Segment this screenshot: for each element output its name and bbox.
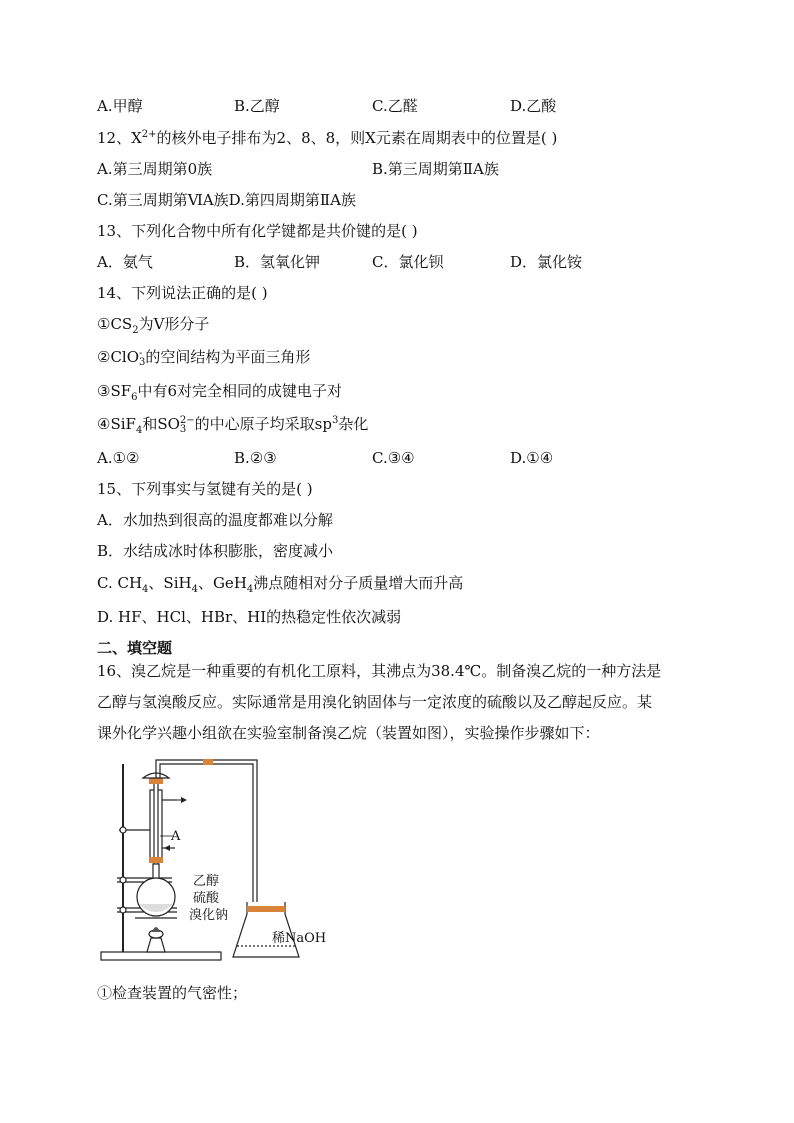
q15-option-a: A．水加热到很高的温度都难以分解 — [97, 511, 333, 529]
figure-label-a: A — [171, 829, 181, 844]
q12-option-a: A.第三周期第0族 — [97, 160, 213, 178]
figure-reagent-2: 硫酸 — [193, 891, 220, 906]
q13-stem: 13、下列化合物中所有化学键都是共价键的是( ) — [97, 222, 418, 240]
q16-step-1: ①检查装置的气密性； — [97, 984, 248, 1002]
q15-option-d: D. HF、HCl、HBr、HI的热稳定性依次减弱 — [97, 608, 402, 626]
q14-statement-4: ④SiF$_4$和SO 2− 3 的中心原子均采取$sp^3$杂化 — [97, 415, 369, 436]
q14-option-d: D.①④ — [510, 449, 554, 467]
q13-option-a: A．氨气 — [97, 253, 153, 271]
q12-option-cd: C.第三周期第ⅥA族D.第四周期第ⅡA族 — [97, 191, 356, 209]
q14-statement-2: ②ClO - 3 的空间结构为平面三角形 — [97, 348, 311, 368]
section-title: 二、填空题 — [97, 639, 173, 657]
q15-option-b: B．水结成冰时体积膨胀，密度减小 — [97, 542, 334, 560]
apparatus-figure — [97, 752, 342, 965]
figure-reagent-3: 溴化钠 — [189, 908, 229, 923]
q14-option-c: C.③④ — [372, 449, 415, 467]
q14-statement-1: $①CS_2$为V形分子 — [97, 315, 210, 336]
q16-line-2: 乙醇与氢溴酸反应。实际通常是用溴化钠固体与一定浓度的硫酸以及乙醇起反应。某 — [97, 693, 653, 711]
q15-option-c: C. $CH_4$、SiH$_4$、GeH$_4$沸点随相对分子质量增大而升高 — [97, 574, 464, 595]
q11-option-a: A.甲醇 — [97, 97, 143, 115]
q16-line-3: 课外化学兴趣小组欲在实验室制备溴乙烷（装置如图），实验操作步骤如下： — [97, 724, 600, 742]
figure-flask-label: 稀NaOH — [272, 931, 327, 946]
q12-stem: 12、$X^{2+}$的核外电子排布为2、8、8，则X元素在周期表中的位置是( ) — [97, 129, 558, 147]
q12-option-b: B.第三周期第ⅡA族 — [372, 160, 499, 178]
q14-option-a: A.①② — [97, 449, 140, 467]
q14-option-b: B.②③ — [234, 449, 277, 467]
q15-stem: 15、下列事实与氢键有关的是( ) — [97, 480, 313, 498]
q13-option-c: C．氯化钡 — [372, 253, 444, 271]
q13-option-d: D．氯化铵 — [510, 253, 583, 271]
q14-statement-3: $③SF_6$中有6对完全相同的成键电子对 — [97, 382, 343, 403]
q11-option-d: D.乙酸 — [510, 97, 557, 115]
q14-stem: 14、下列说法正确的是( ) — [97, 284, 268, 302]
figure-reagent-1: 乙醇 — [193, 874, 220, 889]
q11-option-c: C.乙醛 — [372, 97, 418, 115]
q11-option-b: B.乙醇 — [234, 97, 280, 115]
q13-option-b: B．氢氧化钾 — [234, 253, 321, 271]
q16-line-1: 16、溴乙烷是一种重要的有机化工原料，其沸点为38.4℃。制备溴乙烷的一种方法是 — [97, 662, 662, 680]
